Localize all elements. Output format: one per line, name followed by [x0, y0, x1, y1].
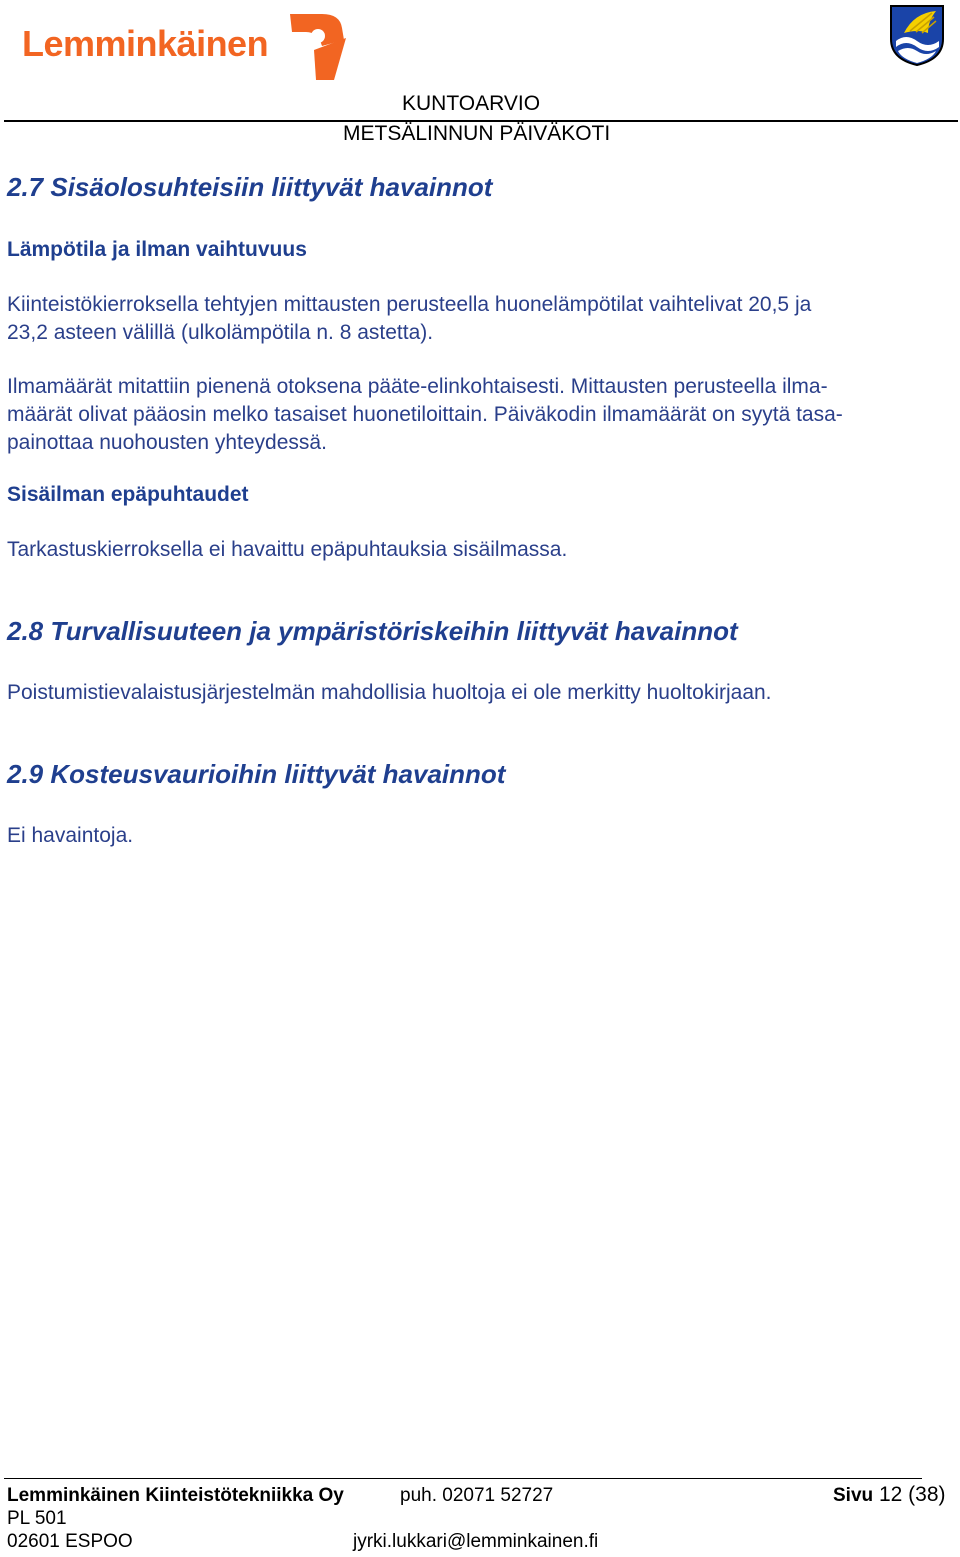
section-heading-2-8: 2.8 Turvallisuuteen ja ympäristöriskeihin liittyvät havainnot — [7, 616, 738, 646]
lemminkainen-logo — [22, 10, 352, 84]
paragraph-line: Kiinteistökierroksella tehtyjen mittausten perusteella huonelämpötilat vaihtelivat 20,5 ja — [7, 293, 812, 316]
section-heading-2-7: 2.7 Sisäolosuhteisiin liittyvät havainnot — [7, 172, 493, 202]
footer-po-box: PL 501 — [7, 1508, 67, 1529]
footer-company: Lemminkäinen Kiinteistötekniikka Oy — [7, 1485, 344, 1506]
paragraph-line: 23,2 asteen välillä (ulkolämpötila n. 8 astetta). — [7, 321, 434, 344]
logo-wordmark: Lemminkäinen — [22, 23, 269, 64]
footer-postal: 02601 ESPOO — [7, 1531, 133, 1552]
logo-figure-icon — [290, 14, 346, 80]
paragraph-line: painottaa nuohousten yhteydessä. — [7, 431, 327, 454]
paragraph-moisture: Ei havaintoja. — [7, 824, 134, 847]
document-subtitle: METSÄLINNUN PÄIVÄKOTI — [343, 122, 611, 145]
page-label: Sivu — [833, 1485, 874, 1506]
espoo-coat-of-arms-icon — [888, 3, 946, 67]
paragraph-air-volumes — [7, 373, 957, 457]
paragraph-safety: Poistumistievalaistusjärjestelmän mahdollisia huoltoja ei ole merkitty huoltokirjaan. — [7, 681, 772, 704]
paragraph-temperature — [7, 291, 957, 347]
footer-page — [833, 1483, 946, 1507]
section-heading-2-9: 2.9 Kosteusvaurioihin liittyvät havainnot — [7, 759, 506, 789]
subheading-indoor-air-impurities: Sisäilman epäpuhtaudet — [7, 483, 249, 506]
footer-email: jyrki.lukkari@lemminkainen.fi — [353, 1531, 599, 1552]
footer-phone: puh. 02071 52727 — [400, 1485, 554, 1506]
document-title: KUNTOARVIO — [402, 92, 541, 115]
paragraph-line: Ilmamäärät mitattiin pienenä otoksena pääte-elinkohtaisesti. Mittausten perusteella ilma- — [7, 375, 828, 398]
footer-divider — [4, 1478, 922, 1479]
subheading-temperature-ventilation: Lämpötila ja ilman vaihtuvuus — [7, 238, 307, 261]
page-number: 12 (38) — [878, 1483, 946, 1506]
paragraph-line: määrät olivat pääosin melko tasaiset huonetiloittain. Päiväkodin ilmamäärät on syytä tasa- — [7, 403, 843, 426]
paragraph-impurities: Tarkastuskierroksella ei havaittu epäpuhtauksia sisäilmassa. — [7, 538, 568, 561]
